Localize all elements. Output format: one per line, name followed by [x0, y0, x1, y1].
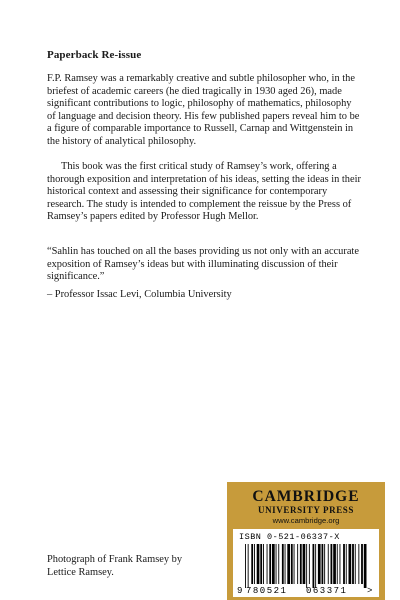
- description-paragraph-1: F.P. Ramsey was a remarkably creative and subtle philosopher who, in the briefest of academic careers (he died tragically in 1930 aged 26), made significant contributions to logic, philosophy of mathematics, philosophy of language and decision theory. His few published papers reveal him to be a figure of comparable importance to Russell, Carnap and Wittgenstein in the history of analytical philosophy.: [47, 73, 360, 147]
- barcode-bar: [276, 544, 277, 584]
- barcode-bar: [318, 544, 321, 584]
- barcode-first-digit: 9: [237, 586, 243, 596]
- barcode-bar: [300, 544, 302, 584]
- publisher-logo-subtitle: UNIVERSITY PRESS: [257, 505, 355, 515]
- barcode-bar: [324, 544, 325, 584]
- barcode-bar: [306, 544, 307, 588]
- barcode-panel: [233, 529, 379, 597]
- barcode-bar: [294, 544, 295, 584]
- barcode-add-on: >: [367, 586, 373, 596]
- barcode-bar: [263, 544, 264, 584]
- barcode-right-digits: 063371: [306, 586, 348, 596]
- barcode-bar: [333, 544, 336, 584]
- isbn-label: ISBN 0-521-06337-X: [239, 532, 340, 542]
- reissue-heading: Paperback Re-issue: [47, 49, 142, 61]
- barcode-bar: [313, 544, 315, 588]
- publisher-panel: [227, 482, 385, 600]
- barcode-bar: [282, 544, 284, 584]
- barcode-bar: [248, 544, 249, 588]
- quote-attribution: – Professor Issac Levi, Columbia University: [47, 289, 232, 300]
- publisher-url: www.cambridge.org: [272, 516, 340, 525]
- barcode-bar: [361, 544, 363, 584]
- publisher-logo-name: CAMBRIDGE: [252, 488, 360, 505]
- barcode-bar: [251, 544, 253, 584]
- barcode-bar: [285, 544, 286, 584]
- barcode-bar: [315, 544, 316, 588]
- barcode-bar: [254, 544, 255, 584]
- barcode-bar: [322, 544, 324, 584]
- barcode-bar: [309, 544, 310, 584]
- barcode-bar: [297, 544, 298, 584]
- barcode-bar: [303, 544, 306, 584]
- barcode-bar: [257, 544, 260, 584]
- barcode-bar: [260, 544, 262, 584]
- barcode-left-digits: 780521: [246, 586, 288, 596]
- photo-caption: Photograph of Frank Ramsey by Lettice Ramsey.: [47, 554, 183, 578]
- description-paragraph-2: This book was the first critical study of Ramsey’s work, offering a thorough exposition and interpretation of his ideas, setting the ideas in their historical context and assessing their significance for contemporary research. The study is intended to complement the reissue by the Press of Ramsey’s papers edited by Professor Hugh Mellor.: [47, 161, 361, 223]
- barcode-bar: [343, 544, 345, 584]
- barcode-bar: [245, 544, 246, 588]
- barcode-bar: [331, 544, 333, 584]
- barcode-bar: [267, 544, 268, 584]
- barcode-bar: [340, 544, 341, 584]
- barcode-bar: [346, 544, 347, 584]
- barcode-bar: [278, 544, 279, 584]
- barcode-bar: [355, 544, 356, 584]
- barcode-bar: [352, 544, 354, 584]
- barcode-bar: [287, 544, 290, 584]
- barcode-bar: [272, 544, 275, 584]
- barcode-bar: [291, 544, 293, 584]
- barcode-icon: [233, 529, 379, 597]
- barcode-bar: [349, 544, 352, 584]
- barcode-bar: [269, 544, 271, 584]
- barcode-bar: [337, 544, 338, 584]
- barcode-bar: [328, 544, 329, 584]
- barcode-bar: [364, 544, 367, 588]
- barcode-bar: [358, 544, 359, 584]
- review-quote: “Sahlin has touched on all the bases providing us not only with an accurate exposition of Ramsey’s ideas but with illuminating discussion of their significance.”: [47, 246, 359, 283]
